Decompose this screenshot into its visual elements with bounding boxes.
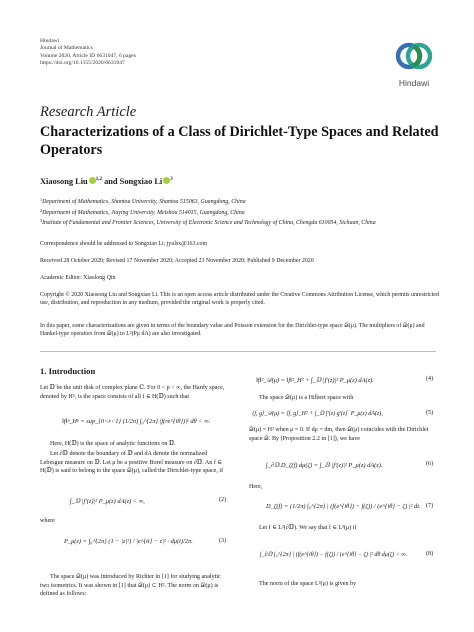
paragraph: The space 𝒟(μ) was introduced by Richter in [1] for studying analytic two isometrics. It was shown in [1] that 𝒟(μ) ⊂ H². The norm on 𝒟(μ) is defined as follows: bbox=[40, 574, 221, 598]
equation-3: P_μ(z) = ∫₀^{2π} (1 − |z|²) / |e^{it} − z|² · dμ(t)/2π. bbox=[64, 538, 193, 545]
affiliation-item: $^1$Department of Mathematics, Shantou University, Shantou 515063, Guangdong, China bbox=[40, 197, 246, 205]
publisher-name: Hindawi bbox=[40, 38, 60, 44]
author-affil-sup: 1,2 bbox=[95, 177, 102, 183]
paragraph: Here, H(𝔻) is the space of analytic functions on 𝔻. bbox=[50, 441, 176, 447]
author-name[interactable]: Xiaosong Liu bbox=[40, 177, 88, 186]
equation-8: ∫_∂𝔻 ∫₀^{2π} | (f(e^{iθ}) − f(ζ)) / (e^{iθ} − ζ) |² dθ dμ(ζ) < ∞. bbox=[260, 552, 408, 558]
equation-number: (6) bbox=[426, 461, 434, 467]
abstract: In this paper, some characterizations are given in terms of the boundary value and Poisson extension for the Dirichlet-type space 𝒟(μ). The multipliers of 𝒟(μ) and Hankel-type operators from 𝒟(μ) to L²(Pμ dA) are also investigated. bbox=[40, 323, 425, 338]
hindawi-logo-icon bbox=[392, 38, 436, 78]
author-name[interactable]: Songxiao Li bbox=[119, 177, 163, 186]
author-list bbox=[40, 177, 173, 186]
equation-5: ⟨f, g⟩_𝒟(μ) = ⟨f, g⟩_H² + ∫_𝔻 f′(z) g′(z)‾ P_μ(z) dA(z), bbox=[252, 411, 383, 417]
paragraph: Here, bbox=[249, 484, 263, 490]
paragraph: Let 𝔻 be the unit disk of complex plane ℂ. For 0 < p < ∞, the Hardy space, denoted by Hᵖ, is the space consists of all f ∈ H(𝔻) such that bbox=[40, 385, 225, 400]
hindawi-logo bbox=[392, 38, 436, 90]
correspondence: Correspondence should be addressed to Songxiao Li; jyulsx@163.com bbox=[40, 241, 208, 247]
equation-number: (3) bbox=[219, 538, 227, 544]
journal-header bbox=[40, 38, 136, 68]
article-type: Research Article bbox=[40, 104, 137, 120]
author-separator: and bbox=[101, 177, 120, 186]
doi-link[interactable]: https://doi.org/10.1155/2020/6631047 bbox=[40, 60, 125, 67]
orcid-icon[interactable] bbox=[89, 177, 96, 184]
equation-hardy-norm: ‖f‖ᵖ_Hᵖ = sup_{0<r<1} (1/2π) ∫₀^{2π} |f(re^{iθ})|ᵖ dθ < ∞. bbox=[62, 418, 211, 425]
equation-number: (5) bbox=[426, 410, 434, 416]
publication-dates: Received 28 October 2020; Revised 17 November 2020; Accepted 23 November 2020; Published 9 December 2020 bbox=[40, 258, 314, 264]
volume-info: Volume 2020, Article ID 6631047, 6 pages bbox=[40, 52, 136, 59]
equation-number: (4) bbox=[426, 376, 434, 382]
article-title: Characterizations of a Class of Dirichlet-Type Spaces and Related Operators bbox=[40, 124, 439, 158]
equation-number: (2) bbox=[219, 497, 227, 503]
affiliation-item: $^3$Institute of Fundamental and Frontier Sciences, University of Electronic Science and Technology of China, Chengdu 610054, Sichuan, China bbox=[40, 218, 376, 227]
affiliation-item: $^2$Department of Mathematics, Jiaying University, Meizhou 514015, Guangdong, China bbox=[40, 207, 245, 216]
section-divider bbox=[40, 351, 436, 352]
equation-4: ‖f‖²_𝒟(μ) = ‖f‖²_H² + ∫_𝔻 |f′(z)|² P_μ(z) dA(z). bbox=[256, 377, 374, 384]
paragraph: Let f ∈ L²(∂𝔻). We say that f ∈ L²(μ) if bbox=[259, 525, 357, 531]
equation-number: (8) bbox=[426, 551, 434, 557]
paragraph: Let ∂𝔻 denote the boundary of 𝔻 and dA denote the normalized Lebesgue measure on 𝔻. Let μ be a positive Borel measure on ∂𝔻. An f ∈ H(𝔻) is said to belong to the space 𝒟(μ), called the Dirichlet-type space, if bbox=[40, 451, 224, 475]
equation-2: ∫_𝔻 |f′(z)|² P_μ(z) dA(z) < ∞, bbox=[70, 498, 145, 505]
copyright-notice: Copyright © 2020 Xiaosong Liu and Songxiao Li. This is an open access article distributed under the Creative Commons Attribution License, which permits unrestricted use, distribution, and reproduction in any medium, provided the original work is properly cited. bbox=[40, 292, 439, 307]
paragraph: 𝒟(μ) = H² when μ = 0. If dμ = dm, then 𝒟(μ) coincides with the Dirichlet space 𝒟. By (Proposition 2.2 in [1]), we have bbox=[249, 427, 429, 442]
hindawi-logo-text: Hindawi bbox=[398, 78, 430, 88]
paragraph: where bbox=[40, 518, 55, 524]
equation-7: D_ζ(f) = (1/2π) ∫₀^{2π} | (f(e^{iθ}) − f(ζ)) / (e^{iθ} − ζ) |² dt. bbox=[266, 503, 421, 510]
author-affil-sup: 3 bbox=[170, 177, 173, 183]
academic-editor: Academic Editor: Xiaolong Qin bbox=[40, 275, 116, 281]
journal-name: Journal of Mathematics bbox=[40, 45, 93, 52]
equation-number: (7) bbox=[426, 503, 434, 509]
affiliations bbox=[40, 196, 440, 228]
paragraph: The space 𝒟(μ) is a Hilbert space with bbox=[259, 395, 354, 401]
paragraph: The norm of the space L²(μ) is given by bbox=[259, 581, 357, 587]
section-heading: 1. Introduction bbox=[40, 366, 96, 376]
equation-6: ∫_∂𝔻 D_ζ(f) dμ(ζ) = ∫_𝔻 |f′(z)|² P_μ(z) dA(z). bbox=[266, 462, 383, 469]
